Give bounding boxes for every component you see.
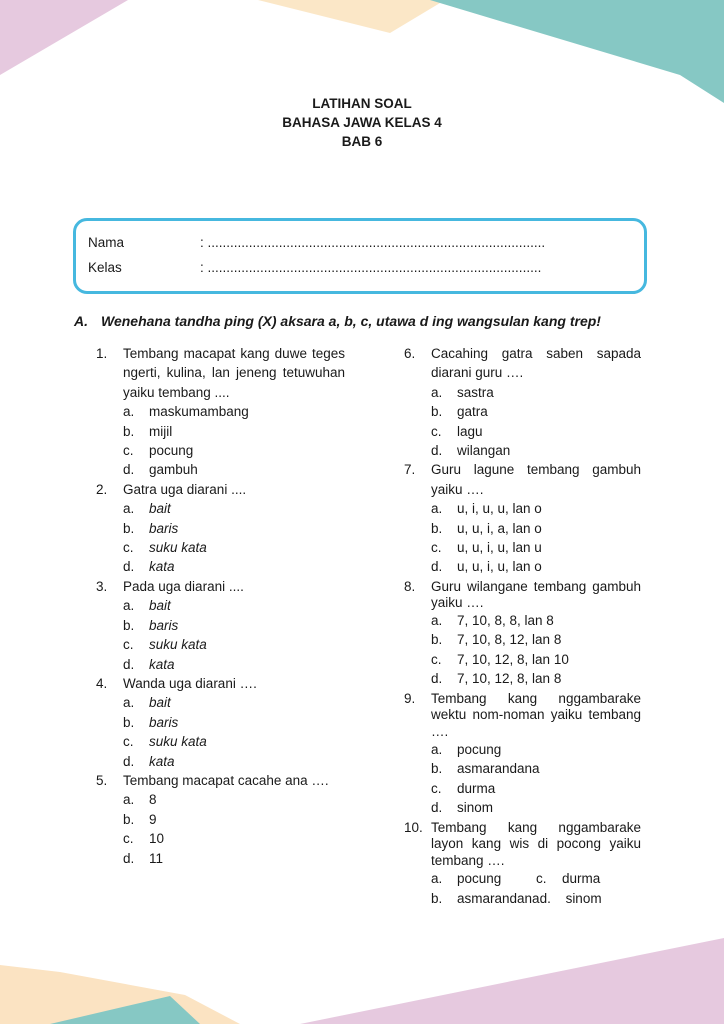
question-text: Tembang macapat kang duwe teges ngerti, kulina, lan jeneng tetuwuhan yaiku tembang .... [123, 346, 345, 400]
option-c[interactable]: c. 10 [123, 831, 165, 847]
question-text: Gatra uga diarani .... [123, 481, 247, 497]
option-a[interactable]: a. maskumambang [123, 404, 249, 420]
option-b[interactable]: b. u, u, i, a, lan o [431, 520, 542, 536]
option-c[interactable]: c. lagu [431, 423, 483, 439]
option-b[interactable]: b. baris [123, 617, 179, 633]
question-7 [404, 460, 641, 499]
class-label: Kelas [88, 260, 122, 275]
option-c[interactable]: c. u, u, i, u, lan u [431, 540, 542, 556]
title-line-1: LATIHAN SOAL [312, 96, 412, 111]
question-number: 9. [404, 690, 416, 706]
section-heading [74, 313, 601, 329]
question-text: Guru wilangane tembang gambuh yaiku …. [431, 578, 641, 610]
top-peach-shape [258, 0, 445, 33]
option-d[interactable]: d. wilangan [431, 443, 511, 459]
page-title [0, 94, 724, 151]
option-a[interactable]: a. sastra [431, 384, 494, 400]
option-b[interactable]: b. baris [123, 520, 179, 536]
question-2 [96, 480, 345, 499]
student-identity-box [73, 218, 647, 294]
left-column [96, 344, 345, 868]
question-text: Guru lagune tembang gambuh yaiku …. [431, 462, 641, 497]
top-right-teal-shape [430, 0, 724, 103]
option-a[interactable]: a. 8 [123, 792, 157, 808]
option-c[interactable]: c. pocung [123, 443, 194, 459]
question-number: 7. [404, 462, 416, 478]
option-b[interactable]: b. mijil [123, 423, 173, 439]
option-c[interactable]: c. 7, 10, 12, 8, lan 10 [431, 651, 569, 667]
name-field[interactable]: : .......................................................................................... [200, 235, 546, 250]
option-a[interactable]: a. u, i, u, u, lan o [431, 501, 542, 517]
option-b[interactable]: b. 9 [123, 811, 157, 827]
question-5 [96, 771, 345, 790]
option-a[interactable]: a. bait [123, 695, 171, 711]
question-text: Wanda uga diarani …. [123, 675, 257, 691]
option-c[interactable]: c. suku kata [123, 637, 207, 653]
option-d[interactable]: d. 7, 10, 12, 8, lan 8 [431, 671, 562, 687]
section-instruction: Wenehana tandha ping (X) aksara a, b, c, utawa d ing wangsulan kang trep! [101, 313, 601, 329]
option-d[interactable]: d. gambuh [123, 462, 198, 478]
options-row-2 [404, 889, 641, 908]
question-number: 1. [96, 346, 108, 361]
option-a[interactable]: a. 7, 10, 8, 8, lan 8 [431, 612, 554, 628]
question-number: 5. [96, 772, 108, 788]
question-number: 2. [96, 481, 108, 497]
question-number: 10. [404, 819, 423, 835]
question-10 [404, 820, 641, 870]
option-b[interactable]: b. 7, 10, 8, 12, lan 8 [431, 632, 562, 648]
class-field[interactable]: : ......................................................................................... [200, 260, 542, 275]
question-6 [404, 344, 641, 383]
option-c[interactable]: c. suku kata [123, 734, 207, 750]
options-row-1 [404, 869, 641, 888]
option-b[interactable]: b. asmarandana [431, 890, 540, 906]
question-4 [96, 674, 345, 693]
question-number: 3. [96, 578, 108, 594]
name-label: Nama [88, 235, 125, 250]
option-d[interactable]: d. kata [123, 656, 175, 672]
question-8 [404, 579, 641, 611]
class-row [88, 260, 541, 275]
name-row [88, 235, 545, 250]
title-line-2: BAHASA JAWA KELAS 4 [282, 115, 442, 130]
option-a[interactable]: a. bait [123, 501, 171, 517]
title-line-3: BAB 6 [341, 134, 383, 149]
option-c[interactable]: c. durma [536, 871, 601, 887]
option-b[interactable]: b. asmarandana [431, 761, 540, 777]
question-text: Tembang kang nggambarake layon kang wis di pocong yaiku tembang …. [431, 819, 641, 868]
option-b[interactable]: b. gatra [431, 404, 488, 420]
top-left-pink-shape [0, 0, 128, 75]
question-text: Pada uga diarani .... [123, 578, 244, 594]
section-letter: A. [74, 313, 88, 329]
question-9 [404, 691, 641, 741]
option-a[interactable]: a. pocung [431, 742, 502, 757]
question-1 [96, 344, 345, 402]
option-c[interactable]: c. suku kata [123, 540, 207, 556]
question-number: 6. [404, 346, 416, 361]
right-column [404, 344, 641, 908]
option-d[interactable]: d. sinom [431, 800, 494, 816]
question-number: 4. [96, 675, 108, 691]
option-d[interactable]: d. sinom [539, 890, 602, 906]
question-text: Tembang kang nggambarake wektu nom-noman yaiku tembang …. [431, 690, 641, 739]
option-d[interactable]: d. kata [123, 559, 175, 575]
option-a[interactable]: a. pocung [431, 871, 502, 887]
option-c[interactable]: c. durma [431, 780, 496, 796]
question-text: Cacahing gatra saben sapada diarani guru …. [431, 346, 641, 381]
option-b[interactable]: b. baris [123, 714, 179, 730]
question-3 [96, 577, 345, 596]
bottom-right-pink-shape [300, 938, 724, 1024]
option-a[interactable]: a. bait [123, 598, 171, 614]
option-d[interactable]: d. u, u, i, u, lan o [431, 559, 542, 575]
option-d[interactable]: d. kata [123, 753, 175, 769]
question-number: 8. [404, 578, 416, 594]
question-text: Tembang macapat cacahe ana …. [123, 772, 329, 788]
option-d[interactable]: d. 11 [123, 850, 164, 866]
